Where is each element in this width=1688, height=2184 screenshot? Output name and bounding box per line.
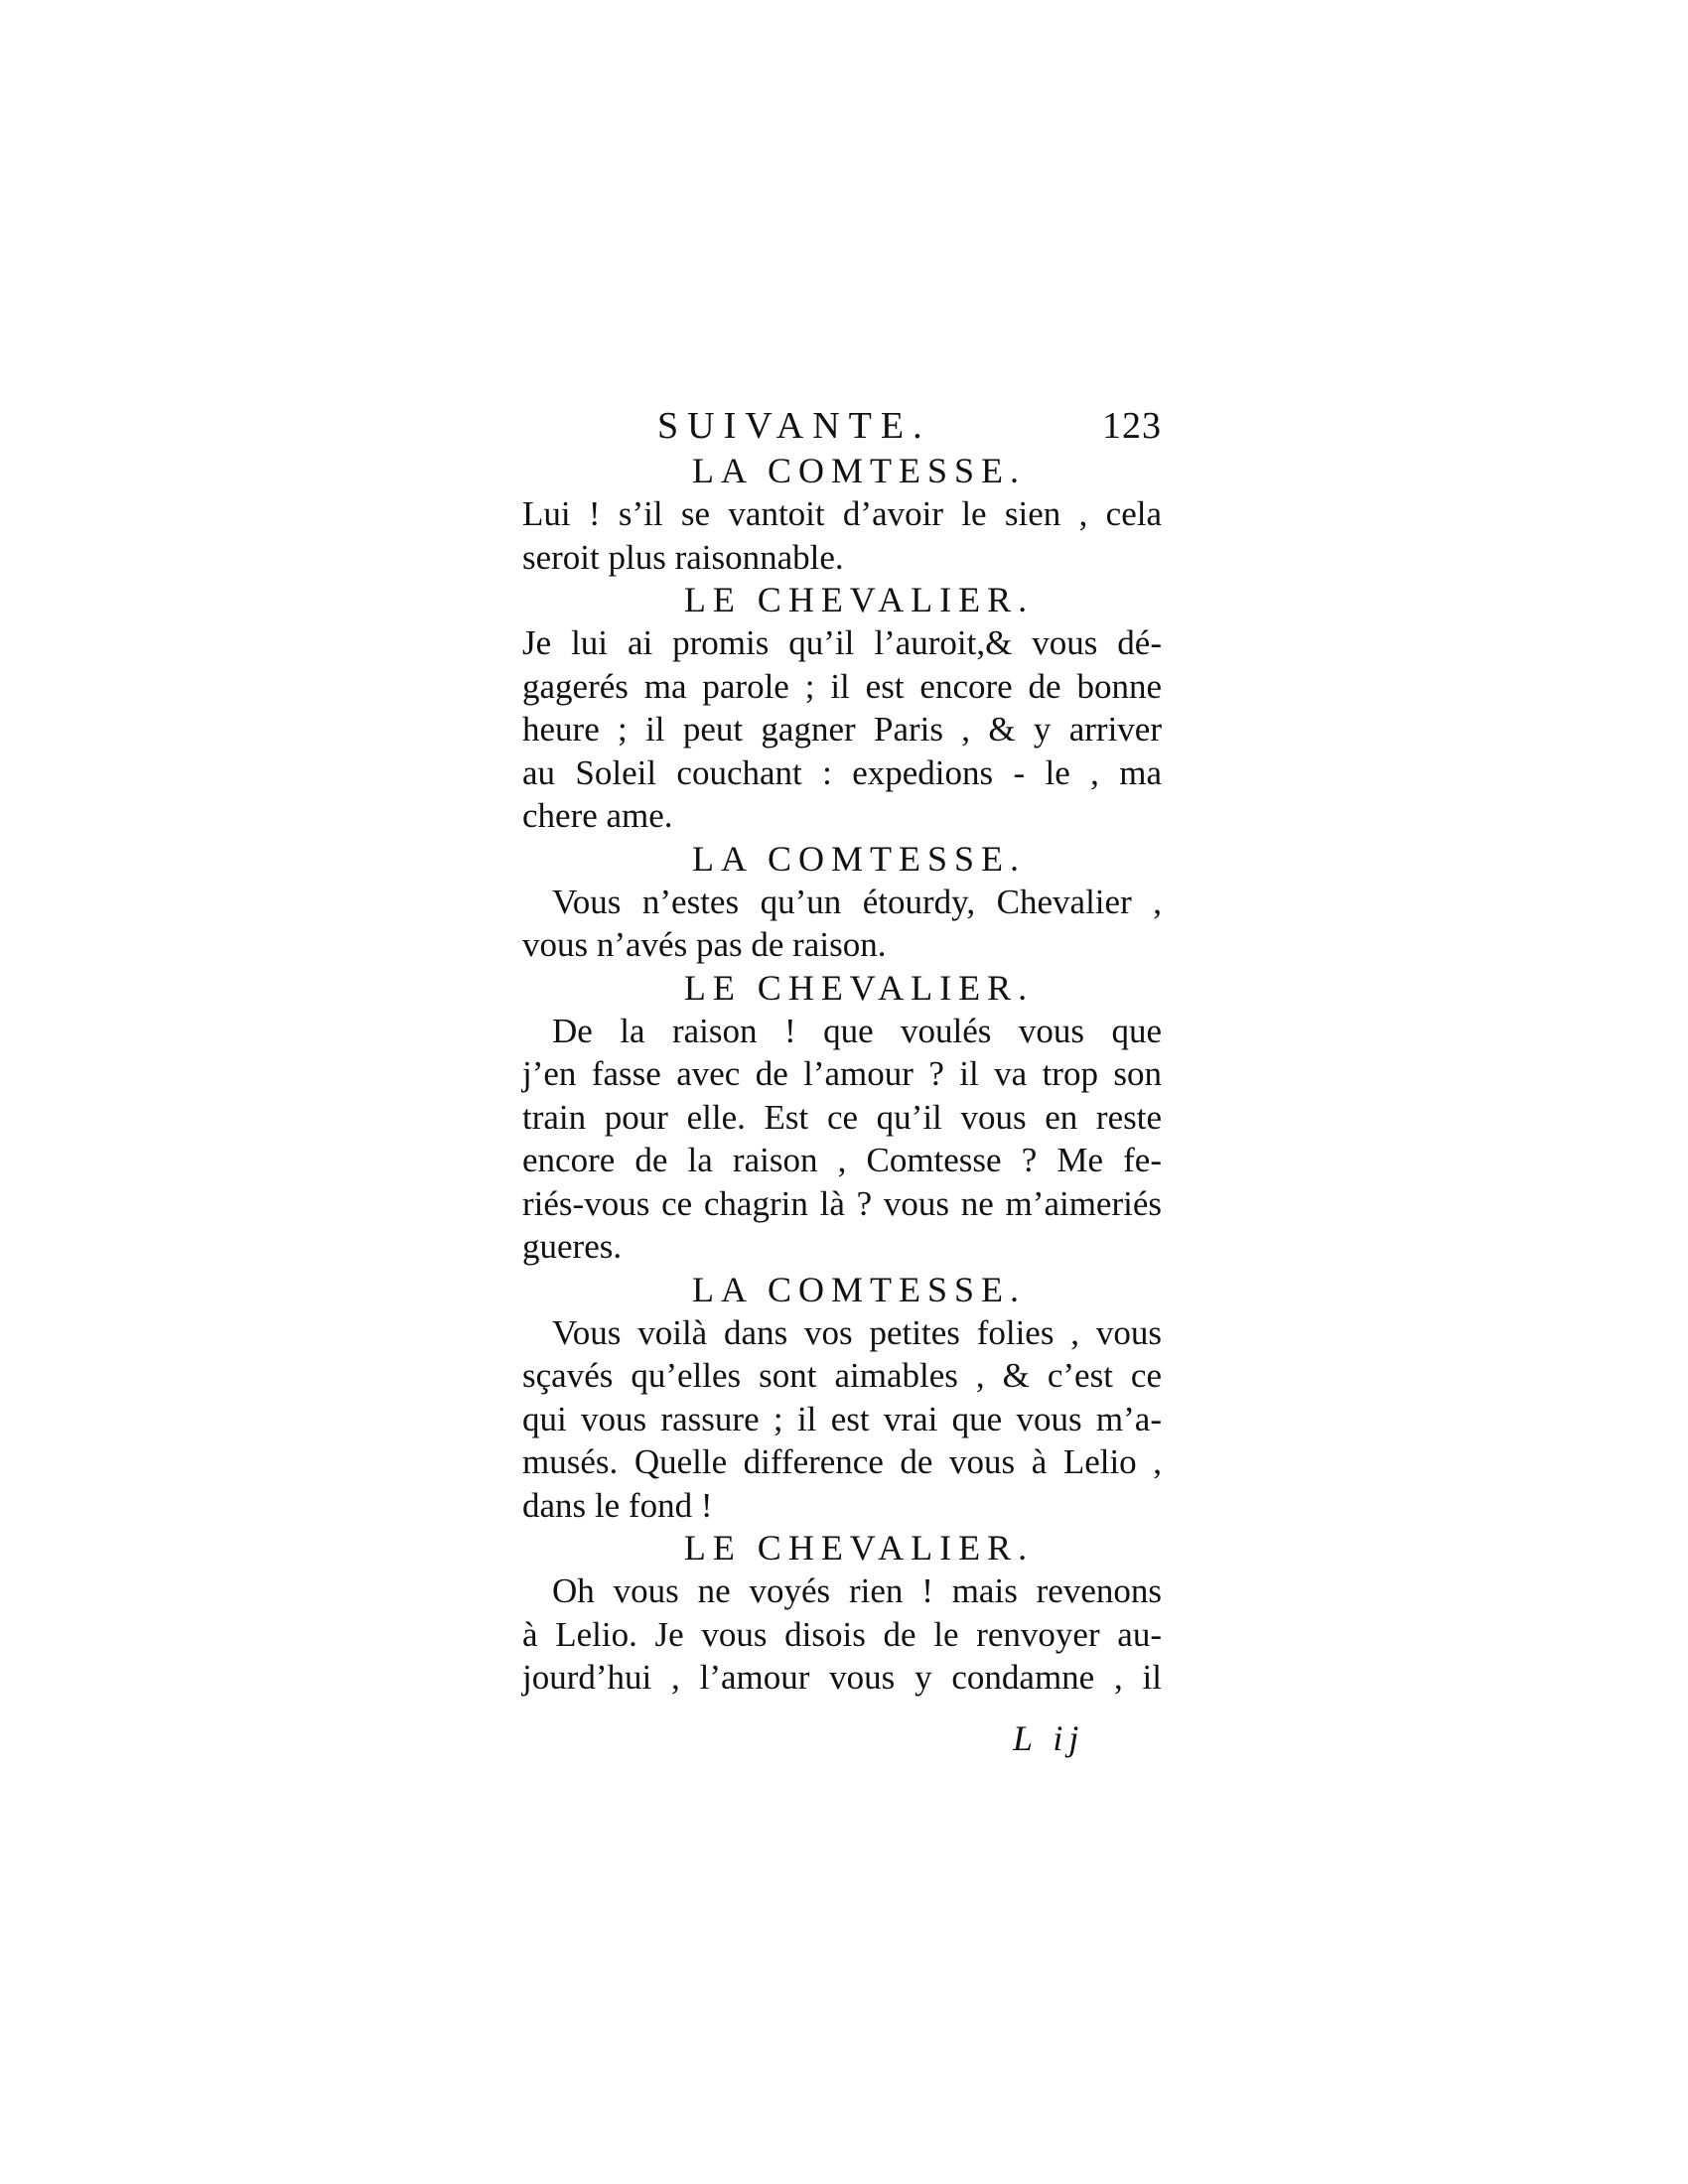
- text-line: De la raison ! que voulés vous que: [552, 1011, 1162, 1050]
- text-line: chere ame.: [522, 796, 673, 835]
- text-line: à Lelio. Je vous disois de le renvoyer au-: [522, 1614, 1162, 1654]
- speech-paragraph: [516, 492, 1172, 579]
- text-line: musés. Quelle difference de vous à Lelio ,: [522, 1442, 1162, 1481]
- text-line: Oh vous ne voyés rien ! mais revenons: [552, 1571, 1162, 1610]
- text-line: au Soleil couchant : expedions - le , ma: [522, 752, 1162, 792]
- speech-paragraph: [516, 1311, 1172, 1528]
- text-line: Vous voilà dans vos petites folies , vous: [552, 1312, 1162, 1352]
- speaker-heading: LA COMTESSE.: [691, 451, 1027, 490]
- text-line: j’en fasse avec de l’amour ? il va trop son: [522, 1054, 1162, 1093]
- text-line: train pour elle. Est ce qu’il vous en reste: [522, 1097, 1162, 1137]
- text-line: sçavés qu’elles sont aimables , & c’est ce: [522, 1356, 1162, 1395]
- text-line: vous n’avés pas de raison.: [522, 925, 887, 964]
- speaker-heading: LA COMTESSE.: [691, 838, 1027, 879]
- text-line: heure ; il peut gagner Paris , & y arriver: [522, 710, 1162, 749]
- text-line: qui vous rassure ; il est vrai que vous m’a-: [522, 1399, 1162, 1438]
- page-number: 123: [1102, 405, 1162, 447]
- speaker-heading: LE CHEVALIER.: [683, 1528, 1035, 1568]
- running-title: SUIVANTE.: [657, 405, 931, 447]
- speech-paragraph: [516, 621, 1172, 838]
- signature-mark: L ij: [1013, 1718, 1085, 1758]
- speaker-heading: LA COMTESSE.: [691, 1269, 1027, 1309]
- speech-paragraph: [516, 881, 1172, 967]
- text-line: jourd’hui , l’amour vous y condamne , il: [522, 1658, 1162, 1697]
- speech-paragraph: [516, 1010, 1172, 1269]
- text-line: Je lui ai promis qu’il l’auroit,& vous dé-: [522, 623, 1162, 662]
- text-line: gagerés ma parole ; il est encore de bonne: [522, 666, 1162, 706]
- speaker-heading: LE CHEVALIER.: [683, 967, 1035, 1008]
- running-head: [516, 402, 1172, 450]
- text-block: [516, 402, 1172, 1700]
- text-line: Lui ! s’il se vantoit d’avoir le sien , cela: [522, 494, 1162, 533]
- text-line: riés-vous ce chagrin là ? vous ne m’aimeriés: [522, 1183, 1162, 1223]
- speaker-heading: LE CHEVALIER.: [683, 580, 1035, 619]
- text-line: dans le fond !: [522, 1485, 713, 1525]
- speech-paragraph: [516, 1570, 1172, 1700]
- text-line: Vous n’estes qu’un étourdy, Chevalier ,: [552, 882, 1162, 921]
- text-line: gueres.: [522, 1227, 623, 1266]
- text-line: seroit plus raisonnable.: [522, 537, 844, 577]
- text-line: encore de la raison , Comtesse ? Me fe-: [522, 1141, 1162, 1179]
